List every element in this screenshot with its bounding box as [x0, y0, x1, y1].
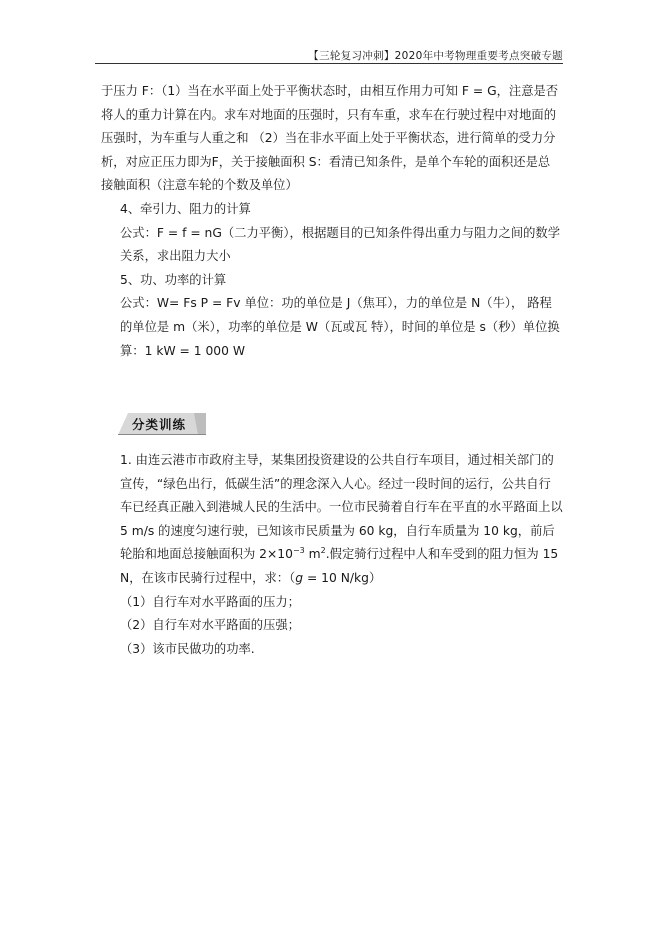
summary-section	[101, 80, 561, 363]
q1-exponent-2: 2	[320, 546, 326, 556]
section4-text: 公式：F = f = nG（二力平衡），根据题目的已知条件得出重力与阻力之间的数学关系，求出阻力大小	[120, 225, 561, 264]
header-rule	[95, 63, 563, 64]
training-badge	[118, 413, 208, 435]
q1-text-c: .假定骑行过程中人和车受到的阻力恒为 15 N，在该市民骑行过程中，求：（	[120, 547, 559, 585]
badge-label: 分类训练	[132, 417, 187, 432]
section5-text: 公式：W= Fs P = Fv 单位：功的单位是 J（焦耳），力的单位是 N（牛）， 路程的单位是 m（米），功率的单位是 W（瓦或瓦 特），时间的单位是 s（秒）单位换算：1 kW = 1 000 W	[120, 296, 560, 358]
q1-g-symbol: g	[295, 570, 304, 585]
question-1	[101, 449, 563, 591]
sub-question-2: （2）自行车对水平路面的压强；	[120, 618, 300, 633]
q1-text-b: m	[304, 547, 321, 562]
section4-title: 4、牵引力、阻力的计算	[120, 201, 251, 216]
pressure-paragraph: 于压力 F：（1）当在水平面上处于平衡状态时，由相互作用力可知 F = G，注意是否将人的重力计算在内。求车对地面的压强时，只有车重，求车在行驶过程中对地面的压强时，为车重与人重之和 （2）当在非水平面上处于平衡状态，进行简单的受力分析，对应正压力即为F，关于接触面积 S：看清已知条件，是单个车轮的面积还是总接触面积（注意车轮的个数及单位）	[101, 84, 559, 193]
section5-title: 5、功、功率的计算	[120, 272, 227, 287]
sub-question-3: （3）该市民做功的功率.	[120, 641, 255, 656]
q1-text-a: 1. 由连云港市市政府主导，某集团投资建设的公共自行车项目，通过相关部门的宣传，“绿色出行，低碳生活”的理念深入人心。经过一段时间的运行，公共自行车已经真正融入到港城人民的生活中。一位市民骑着自行车在平直的水平路面上以 5 m/s 的速度匀速行驶，已知该市民质量为 60 kg，自行车质量为 10 kg，前后轮胎和地面总接触面积为 2×10	[120, 453, 563, 562]
exercise-section	[101, 449, 563, 661]
q1-exponent: −3	[292, 546, 305, 556]
sub-question-1: （1）自行车对水平路面的压力；	[120, 594, 300, 609]
page-header: 【三轮复习冲刺】2020年中考物理重要考点突破专题	[308, 50, 563, 62]
q1-text-d: = 10 N/kg）	[303, 570, 382, 585]
